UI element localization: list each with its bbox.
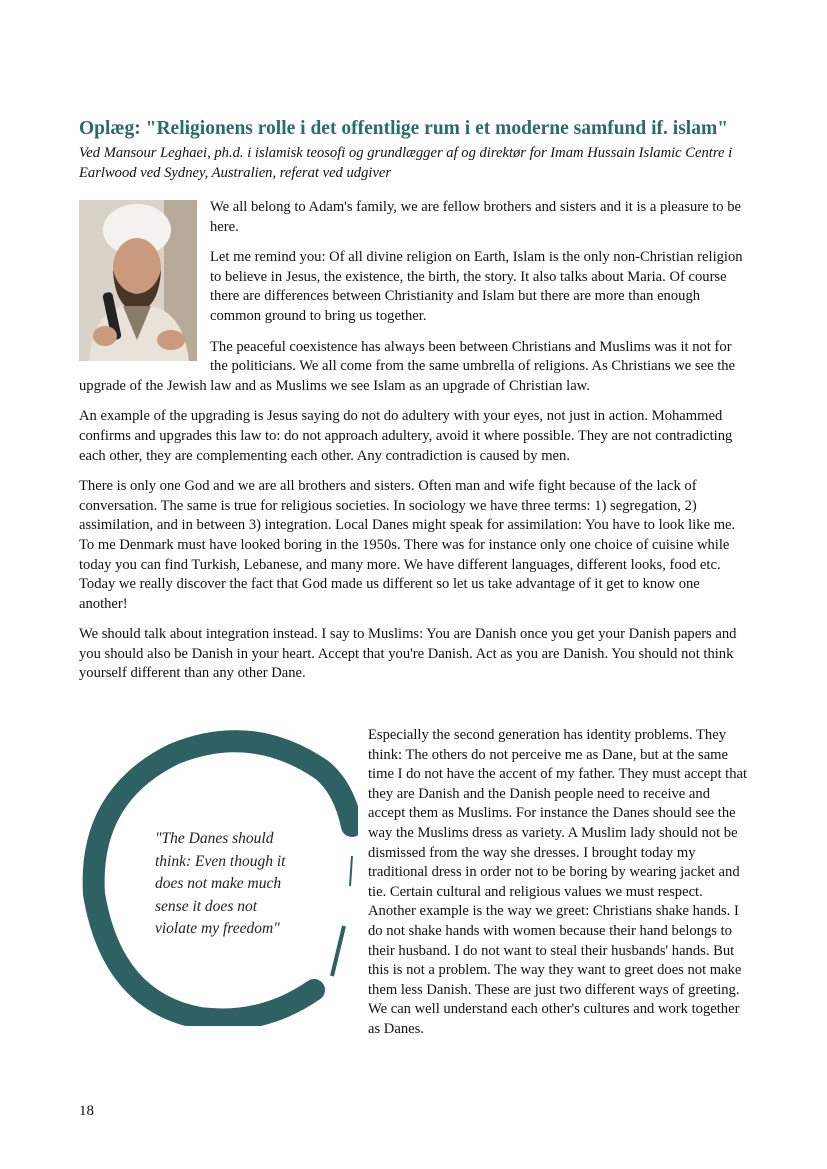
- lower-column: [368, 726, 748, 1040]
- quote-line: think: Even though it: [155, 852, 286, 870]
- paragraph: We all belong to Adam's family, we are fellow brothers and sisters and it is a pleasure to be here.: [210, 199, 742, 235]
- article-byline: Ved Mansour Leghaei, ph.d. i islamisk teosofi og grundlægger af og direktør for Imam Hussain Islamic Centre i Earlwood ved Sydney, Australien, referat ved udgiver: [79, 145, 733, 181]
- speaker-photo: [79, 200, 197, 361]
- article-body: [79, 198, 747, 695]
- pull-quote: [155, 828, 285, 941]
- paragraph: An example of the upgrading is Jesus saying do not do adultery with your eyes, not just in action. Mohammed confirms and upgrades this law to: do not approach adultery, avoid it where possible. They are not contradicting each other, they are complementing each other. Any contradiction is caused by men.: [79, 408, 733, 464]
- paragraph: There is only one God and we are all brothers and sisters. Often man and wife fight because of the lack of conversation. The same is true for religious societies. In sociology we have three terms: 1) segregation, 2) assimilation, and in between 3) integration. Local Danes might speak for assimilation: You have to look like me. To me Denmark must have looked boring in the 1950s. There was for instance only one choice of cuisine while today you can find Turkish, Lebanese, and many more. We have different languages, different looks, food etc. Today we really discover the fact that God made us different so let us take advantage of it get to know one another!: [79, 478, 736, 612]
- quote-line: violate my freedom": [155, 920, 280, 937]
- page-number: 18: [79, 1103, 94, 1119]
- paragraph: Especially the second generation has identity problems. They think: The others do not perceive me as Dane, but at the same time I do not have the accent of my father. They must accept that they are Danish and the Danish people need to receive and accept them as Muslims. For instance the Danes should see the way the Muslims dress as variety. A Muslim lady should not be dismissed from the way she dresses. I brought today my traditional dress in order not to be boring by wearing jacket and tie. Certain cultural and religious values we must respect. Another example is the way we greet: Christians shake hands. I do not shake hands with women because their hand belongs to their husband. I do not want to steal their husbands' hands. But this is not a problem. The way they want to greet does not make them less Danish. These are just two different ways of greeting. We can well understand each other's cultures and work together as Danes.: [368, 727, 748, 1037]
- quote-line: "The Danes should: [155, 830, 274, 847]
- quote-line: does not make much: [155, 875, 282, 892]
- paragraph: We should talk about integration instead. I say to Muslims: You are Danish once you get your Danish papers and you should also be Danish in your heart. Accept that you're Danish. Act as you are Danish. You should not think yourself different than any other Dane.: [79, 626, 737, 682]
- paragraph: Let me remind you: Of all divine religion on Earth, Islam is the only non-Christian religion to believe in Jesus, the existence, the birth, the story. It also talks about Maria. Of course there are differences between Christianity and Islam but there are more than enough common ground to bring us together.: [210, 249, 743, 324]
- quote-line: sense it does not: [155, 897, 258, 915]
- article-title: Oplæg: "Religionens rolle i det offentlige rum i et moderne samfund if. islam": [79, 118, 729, 139]
- paragraph: The peaceful coexistence has always been between Christians and Muslims was it not for the politicians. We all come from the same umbrella of religions. As Christians we see the upgrade of the Jewish law and as Muslims we see Islam as an upgrade of Christian law.: [79, 338, 736, 394]
